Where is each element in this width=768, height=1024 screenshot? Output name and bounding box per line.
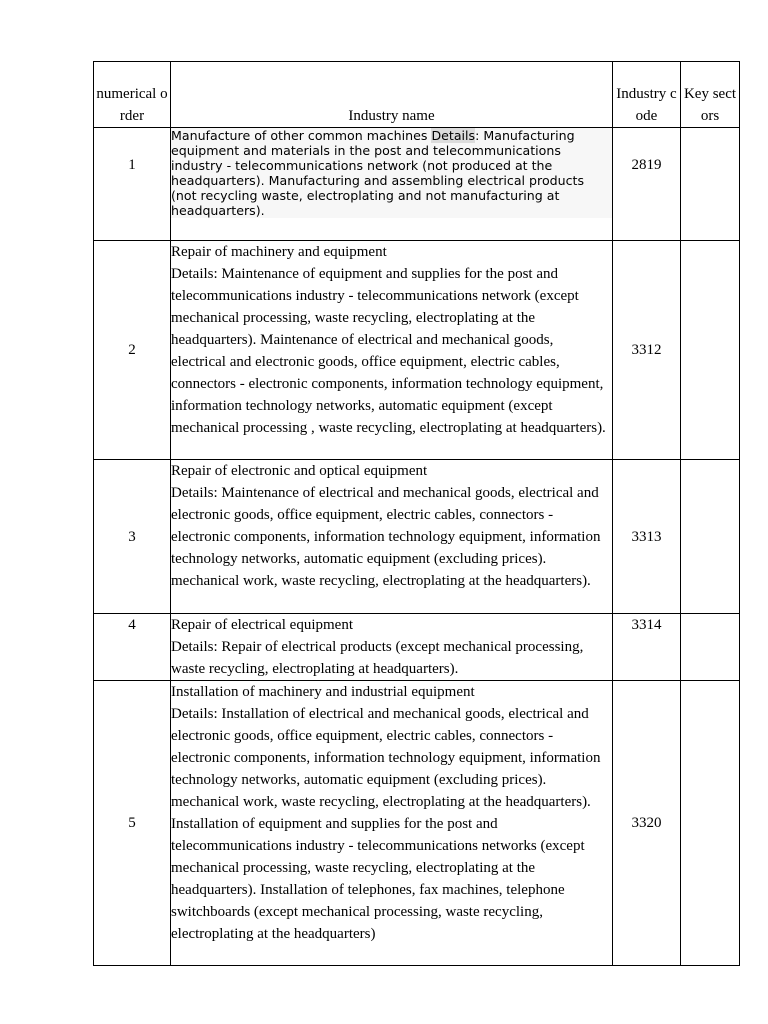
key-sector-cell (681, 460, 740, 614)
industry-name-cell (171, 128, 613, 241)
industry-detail: Details: Installation of electrical and mechanical goods, electrical and electronic goods, office equipment, electric cables, connectors - electronic components, information technology equipment, information technology networks, automatic equipment (excluding prices). mechanical work, waste recycling, electroplating at the headquarters). Installation of equipment and supplies for the post and telecommunications industry - telecommunications networks (except mechanical processing, waste recycling, electroplating at the headquarters). Installation of telephones, fax machines, telephone switchboards (except mechanical processing, waste recycling, electroplating at the headquarters) (171, 706, 601, 942)
order-cell: 1 (94, 128, 171, 241)
industry-title: Repair of electrical equipment (171, 617, 353, 633)
industry-title: Repair of electronic and optical equipment (171, 463, 428, 479)
industry-title: Manufacture of other common machines (171, 128, 428, 143)
order-cell: 4 (94, 614, 171, 681)
industry-title: Installation of machinery and industrial equipment (171, 684, 475, 700)
order-cell: 2 (94, 241, 171, 460)
order-cell: 3 (94, 460, 171, 614)
industry-detail: Details: Repair of electrical products (except mechanical processing, waste recycling, electroplating at headquarters). (171, 639, 584, 677)
industry-code-cell: 3314 (613, 614, 681, 681)
key-sector-cell (681, 614, 740, 681)
industry-name-cell (171, 460, 613, 614)
industry-name-cell (171, 681, 613, 966)
header-industry-name: Industry name (171, 62, 613, 128)
table-row (94, 681, 740, 966)
header-numerical-order: numerical order (94, 62, 171, 128)
table-row (94, 460, 740, 614)
industry-code-cell: 2819 (613, 128, 681, 241)
industry-title: Repair of machinery and equipment (171, 244, 387, 260)
table-row (94, 128, 740, 241)
industry-code-cell: 3320 (613, 681, 681, 966)
industry-detail: : Manufacturing equipment and materials in the post and telecommunications industry - telecommunications network (not produced at the headquarters). Manufacturing and assembling electrical products (not recycling waste, electroplating and not manufacturing at headquarters). (171, 128, 585, 218)
industry-code-cell: 3313 (613, 460, 681, 614)
industry-name-cell (171, 241, 613, 460)
industry-detail: Details: Maintenance of equipment and supplies for the post and telecommunications industry - telecommunications network (except mechanical processing, waste recycling, electroplating at the headquarters). Maintenance of electrical and mechanical goods, electrical and electronic goods, office equipment, electric cables, connectors - electronic components, information technology equipment, information technology networks, automatic equipment (except mechanical processing , waste recycling, electroplating at headquarters). (171, 266, 606, 436)
industry-code-cell: 3312 (613, 241, 681, 460)
header-industry-code: Industry code (613, 62, 681, 128)
industry-detail: Details: Maintenance of electrical and mechanical goods, electrical and electronic goods, office equipment, electric cables, connectors - electronic components, information technology equipment, information technology networks, automatic equipment (excluding prices). mechanical work, waste recycling, electroplating at the headquarters). (171, 485, 601, 589)
table-header-row (94, 62, 740, 128)
header-key-sectors: Key sectors (681, 62, 740, 128)
order-cell: 5 (94, 681, 171, 966)
table-row (94, 614, 740, 681)
industry-name-cell (171, 614, 613, 681)
key-sector-cell (681, 241, 740, 460)
key-sector-cell (681, 681, 740, 966)
industry-table (93, 61, 740, 966)
industry-name-text (171, 128, 612, 218)
table-row (94, 241, 740, 460)
key-sector-cell (681, 128, 740, 241)
details-label: Details (431, 128, 476, 143)
